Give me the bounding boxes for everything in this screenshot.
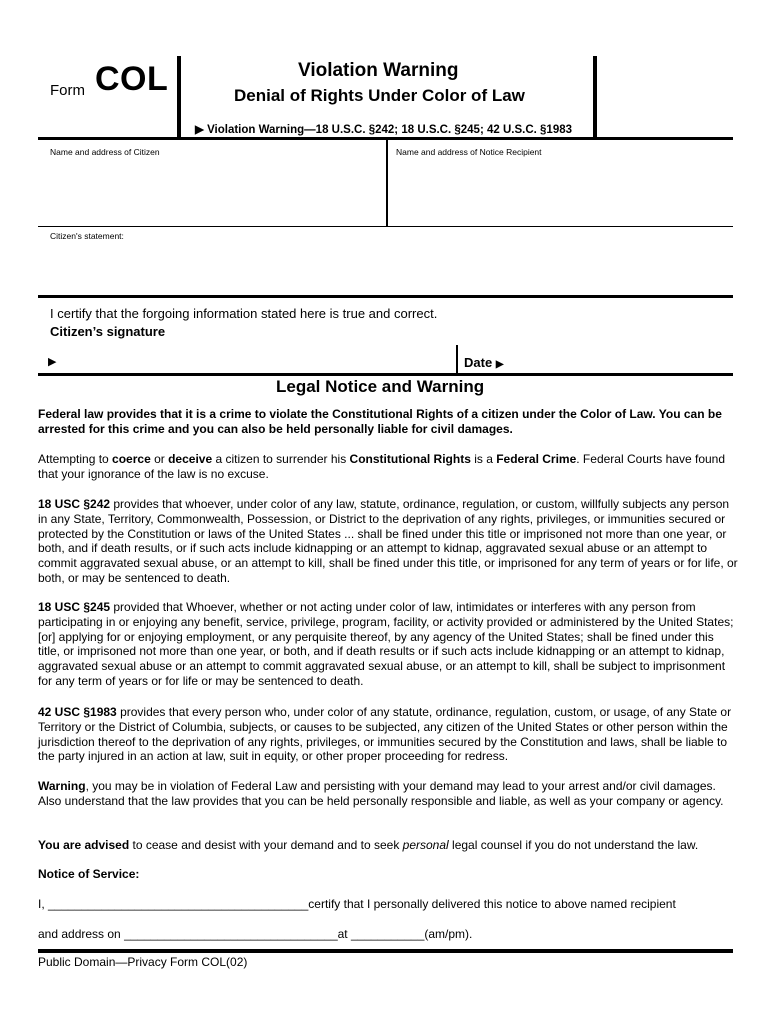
bold-deceive: deceive [168, 452, 213, 466]
paragraph-18usc242 [38, 497, 738, 586]
text-span: . Federal Courts have found that your ignorance of the law is no excuse. [38, 452, 726, 481]
paragraph-coerce [38, 452, 738, 482]
paragraph-42usc1983 [38, 705, 738, 764]
notice-title: Legal Notice and Warning [276, 377, 485, 396]
service-title: Notice of Service: [38, 867, 140, 881]
text-span: is a [470, 452, 497, 466]
bold-warning: Warning [38, 779, 86, 793]
statement-label: Citizen's statement: [50, 231, 124, 241]
statement-field[interactable] [40, 242, 730, 294]
signature-field[interactable] [62, 348, 452, 370]
header-divider-left [177, 56, 181, 138]
date-divider [456, 345, 458, 373]
name-box-divider [386, 140, 388, 226]
date-field[interactable] [520, 348, 730, 370]
italic-personal: personal [402, 838, 449, 852]
citation-242: 18 USC §242 [38, 497, 111, 511]
text-span: legal counsel if you do not understand the law. [448, 838, 699, 852]
paragraph-advised [38, 838, 738, 853]
text-span: Attempting to [38, 452, 113, 466]
signature-label: Citizen’s signature [50, 324, 166, 339]
text-span: to cease and desist with your demand and to seek [129, 838, 403, 852]
form-code: COL [95, 60, 169, 98]
recipient-name-field[interactable] [392, 152, 730, 224]
recipient-name-label: Name and address of Notice Recipient [396, 147, 542, 157]
paragraph-warning [38, 779, 738, 809]
form-subtitle: Denial of Rights Under Color of Law [234, 86, 525, 105]
notice-intro: Federal law provides that it is a crime to violate the Constitutional Rights of a citizen under the Color of Law. You can be arrested for this crime and you can also be held personally liable for civil damages. [38, 407, 722, 436]
text-span: or [150, 452, 169, 466]
certify-text: I certify that the forgoing information stated here is true and correct. [50, 306, 438, 321]
text-span: provides that whoever, under color of any law, statute, ordinance, regulation, or custom, willfully subjects any person in any State, Territory, Commonwealth, Possession, or District to the deprivation of any rights, privileges, or immunities secured or protected by the Constitution or laws of the United States ... shall be fined under this title or imprisoned not more than one year, or both, and if death results, or if such acts include kidnapping or an attempt to kidnap, aggravated sexual abuse or an attempt to commit aggravated sexual abuse, or an attempt to kill, shall be fined under this title, or imprisoned for any term of years or for life, or both, or may be sentenced to death. [38, 497, 738, 585]
header-divider-right [593, 56, 597, 138]
bold-federal-crime: Federal Crime [496, 452, 577, 466]
text-span: provided that Whoever, whether or not acting under color of law, intimidates or interferes with any person from participating in or enjoying any benefit, service, privilege, program, facility, or activity provided or administered by the United States; [or] applying for or enjoying employment, or any perquisite thereof, by any agency of the United States; shall be fined under this title, or imprisoned not more than one year, or both, and if death results or if such acts include kidnapping or an attempt to kidnap, aggravated sexual abuse or an attempt to commit aggravated sexual abuse, or an attempt to kill, shall be subject to imprisonment for any term of years or for life or may be sentenced to death. [38, 600, 734, 688]
footer-rule [38, 949, 733, 953]
bold-coerce: coerce [112, 452, 151, 466]
citation-1983: 42 USC §1983 [38, 705, 117, 719]
violation-citation [195, 122, 572, 136]
violation-citation-text: Violation Warning—18 U.S.C. §242; 18 U.S.C. §245; 42 U.S.C. §1983 [207, 124, 573, 136]
service-line-1: I, _______________________________________certify that I personally delivered this notice to above named recipient [38, 897, 676, 911]
date-arrow-icon: ▶ [495, 359, 504, 370]
bold-constitutional-rights: Constitutional Rights [349, 452, 471, 466]
form-label: Form [50, 82, 85, 99]
text-span: provides that every person who, under color of any statute, ordinance, regulation, custom, or usage, of any State or Territory or the District of Columbia, subjects, or causes to be subjected, any citizen of the United States or other person within the jurisdiction thereof to the deprivation of any rights, privileges, or immunities secured by the Constitution and laws, shall be liable to the party injured in an action at law, suit in equity, or other proper proceeding for redress. [38, 705, 732, 764]
signature-arrow-icon: ▶ [48, 356, 57, 368]
name-box-rule [38, 226, 733, 227]
date-label [464, 355, 504, 370]
citation-245: 18 USC §245 [38, 600, 111, 614]
form-title: Violation Warning [298, 60, 459, 81]
arrow-icon: ▶ [195, 124, 204, 136]
citizen-name-field[interactable] [40, 152, 380, 224]
service-line-2: and address on ________________________________at ___________(am/pm). [38, 927, 473, 941]
bold-advised: You are advised [38, 838, 130, 852]
statement-rule [38, 295, 733, 298]
date-label-text: Date [464, 355, 493, 370]
paragraph-18usc245 [38, 600, 738, 689]
signature-rule [38, 373, 733, 376]
citizen-name-label: Name and address of Citizen [50, 147, 160, 157]
text-span: , you may be in violation of Federal Law and persisting with your demand may lead to your arrest and/or civil damages. Also understand that the law provides that you can be held personally responsible and liable, as well as your company or agency. [38, 779, 724, 808]
text-span: a citizen to surrender his [212, 452, 350, 466]
footer-text: Public Domain—Privacy Form COL(02) [38, 955, 248, 969]
